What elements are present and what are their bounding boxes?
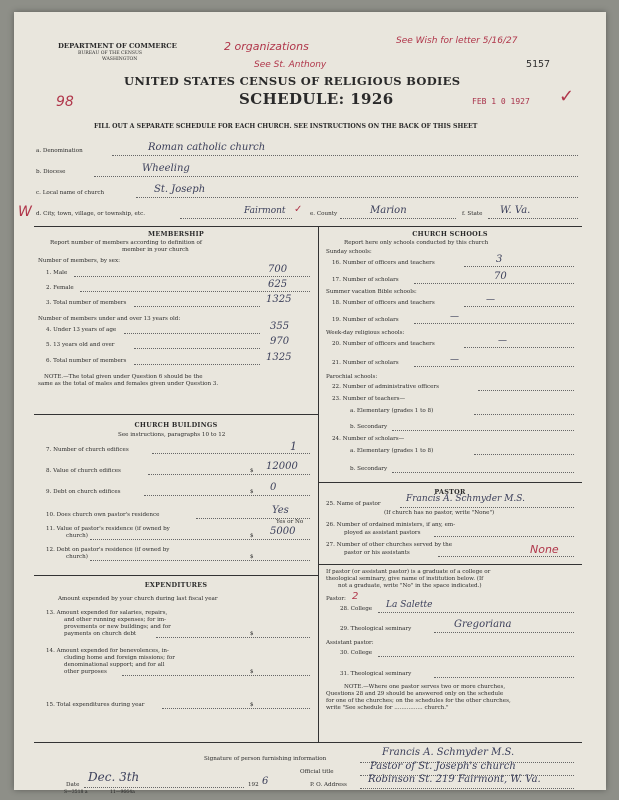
- q11-label-1: 11. Value of pastor's residence (if owned by: [46, 526, 170, 532]
- pastor-mark-icon: 2: [352, 591, 359, 602]
- q16-value: 3: [496, 254, 503, 265]
- q27-label-1: 27. Number of other churches served by the: [326, 542, 453, 548]
- bottom-rule: [34, 742, 582, 743]
- membership-note-1: NOTE.—The total given under Question 6 should be the: [44, 374, 203, 380]
- q2-label: 2. Female: [46, 285, 74, 291]
- q29-label: 29. Theological seminary: [340, 626, 412, 632]
- page-mark: 98: [56, 94, 74, 110]
- q13-label-2: and other running expenses; for im-: [64, 617, 167, 623]
- q8-value: 12000: [266, 461, 298, 472]
- year-suffix: 6: [262, 776, 269, 787]
- q1-value: 700: [268, 264, 288, 275]
- q9-dollar: $: [250, 489, 254, 495]
- college-note-1: If pastor (or assistant pastor) is a graduate of a college or: [326, 569, 491, 575]
- top-note-organizations: 2 organizations: [224, 40, 309, 53]
- q28-value: La Salette: [386, 600, 433, 610]
- college-note-3: not a graduate, write "No" in the space indicated.): [338, 583, 482, 589]
- q21-label: 21. Number of scholars: [332, 360, 399, 366]
- church-name-line: [136, 197, 578, 198]
- q10-hint: Yes or No: [276, 519, 304, 525]
- buildings-rule: [34, 414, 318, 415]
- q19-value: —: [450, 312, 459, 322]
- college-rule: [318, 564, 582, 565]
- date-value: Dec. 3th: [88, 770, 140, 784]
- denomination-label: a. Denomination: [36, 148, 83, 154]
- official-title-value: Pastor of St. Joseph's church: [370, 761, 516, 772]
- center-rule: [318, 226, 319, 742]
- margin-mark: W: [18, 204, 32, 220]
- q7-line: [152, 453, 310, 454]
- q27-label-2: pastor or his assistants: [344, 550, 410, 556]
- q9-line: [144, 495, 310, 496]
- age-heading: Number of members under and over 13 years old:: [38, 316, 181, 322]
- q23-label: 23. Number of teachers—: [332, 396, 406, 402]
- po-address-line: [360, 788, 574, 789]
- q4-label: 4. Under 13 years of age: [46, 327, 117, 333]
- q30-line: [378, 656, 574, 657]
- q8-label: 8. Value of church edifices: [46, 468, 121, 474]
- q11-line: [90, 539, 310, 540]
- diocese-label: b. Diocese: [36, 169, 66, 175]
- date-label: Date: [66, 782, 80, 788]
- buildings-intro: See instructions, paragraphs 10 to 12: [118, 432, 226, 438]
- pastor-note-1: NOTE.—Where one pastor serves two or more churches,: [344, 684, 506, 690]
- city-check-icon: ✓: [294, 204, 303, 215]
- church-name-label: c. Local name of church: [36, 190, 105, 196]
- q11-dollar: $: [250, 533, 254, 539]
- q1-line: [74, 276, 310, 277]
- q12-label-1: 12. Debt on pastor's residence (if owned by: [46, 547, 170, 553]
- sunday-schools-heading: Sunday schools:: [326, 249, 372, 255]
- q13-dollar: $: [250, 631, 254, 637]
- q11-value: 5000: [270, 526, 296, 537]
- schedule-title: SCHEDULE: 1926: [239, 90, 394, 108]
- q7-value: 1: [290, 440, 297, 453]
- q23a-line: [474, 414, 574, 415]
- q18-value: —: [486, 295, 495, 305]
- diocese-line: [94, 176, 578, 177]
- members-by-sex-heading: Number of members, by sex:: [38, 258, 121, 264]
- q29-value: Gregoriana: [454, 619, 512, 630]
- q18-label: 18. Number of officers and teachers: [332, 300, 435, 306]
- document-title: UNITED STATES CENSUS OF RELIGIOUS BODIES: [124, 74, 461, 88]
- q25-hint: (If church has no pastor, write "None"): [384, 510, 495, 516]
- q14-line: [122, 675, 310, 676]
- membership-title: MEMBERSHIP: [147, 230, 205, 238]
- q20-line: [464, 347, 574, 348]
- q10-label: 10. Does church own pastor's residence: [46, 512, 160, 518]
- q26-line: [434, 536, 574, 537]
- q23a-label: a. Elementary (grades 1 to 8): [350, 408, 434, 414]
- q6-line: [134, 364, 260, 365]
- year-prefix: 192: [248, 782, 259, 788]
- q18-line: [464, 306, 574, 307]
- q4-value: 355: [270, 321, 290, 332]
- q13-label-1: 13. Amount expended for salaries, repairs,: [46, 610, 168, 616]
- q14-label-2: cluding home and foreign missions; for: [64, 655, 175, 661]
- q14-label-1: 14. Amount expended for benevolences, in-: [46, 648, 169, 654]
- q26-label-1: 26. Number of ordained ministers, if any, em-: [326, 522, 456, 528]
- county-line: [340, 218, 456, 219]
- county-label: e. County: [310, 211, 338, 217]
- q21-line: [414, 366, 574, 367]
- q22-label: 22. Number of administrative officers: [332, 384, 439, 390]
- q16-label: 16. Number of officers and teachers: [332, 260, 435, 266]
- q17-line: [414, 283, 574, 284]
- q24b-label: b. Secondary: [350, 466, 388, 472]
- expenditures-rule: [34, 575, 318, 576]
- department-name: DEPARTMENT OF COMMERCE: [58, 42, 177, 50]
- q24a-line: [474, 454, 574, 455]
- q8-dollar: $: [250, 468, 254, 474]
- q29-line: [434, 632, 574, 633]
- q27-line: [438, 556, 574, 557]
- q14-dollar: $: [250, 669, 254, 675]
- q9-label: 9. Debt on church edifices: [46, 489, 121, 495]
- bureau-name: BUREAU OF THE CENSUS: [78, 51, 143, 56]
- q2-line: [80, 291, 310, 292]
- q3-label: 3. Total number of members: [46, 300, 127, 306]
- city-label: d. City, town, village, or township, etc.: [36, 211, 145, 217]
- q6-label: 6. Total number of members: [46, 358, 127, 364]
- official-title-label: Official title: [300, 769, 334, 775]
- q17-value: 70: [494, 271, 507, 282]
- q3-value: 1325: [266, 294, 292, 305]
- top-note-see: See St. Anthony: [254, 60, 327, 70]
- church-name-value: St. Joseph: [154, 184, 206, 195]
- q15-dollar: $: [250, 702, 254, 708]
- state-value: W. Va.: [500, 205, 531, 216]
- q28-label: 28. College: [340, 606, 373, 612]
- q25-label: 25. Name of pastor: [326, 501, 381, 507]
- pastor-title: PASTOR: [434, 488, 466, 496]
- q30-label: 30. College: [340, 650, 373, 656]
- parochial-schools-heading: Parochial schools:: [326, 374, 378, 380]
- q5-value: 970: [270, 336, 290, 347]
- diocese-value: Wheeling: [142, 163, 190, 174]
- q31-line: [434, 677, 574, 678]
- q3-line: [134, 306, 260, 307]
- received-date-stamp: FEB 1 0 1927: [472, 97, 530, 106]
- po-address-label: P. O. Address: [310, 782, 347, 788]
- q12-line: [90, 560, 310, 561]
- signature-value: Francis A. Schmyder M.S.: [382, 747, 515, 758]
- schedule-number: 5157: [526, 59, 551, 70]
- membership-note-2: same as the total of males and females given under Question 3.: [38, 381, 219, 387]
- signature-label: Signature of person furnishing information: [204, 756, 327, 762]
- q21-value: —: [450, 355, 459, 365]
- q14-label-3: denominational support; and for all: [64, 662, 165, 668]
- assistant-sublabel: Assistant pastor:: [326, 640, 374, 646]
- check-mark-icon: ✓: [559, 86, 575, 107]
- q12-dollar: $: [250, 554, 254, 560]
- bureau-city: WASHINGTON: [102, 57, 138, 62]
- buildings-title: CHURCH BUILDINGS: [134, 421, 218, 429]
- county-value: Marion: [370, 205, 407, 216]
- pastor-rule: [318, 482, 582, 483]
- q13-line: [156, 637, 310, 638]
- expenditures-title: EXPENDITURES: [144, 581, 208, 589]
- census-schedule-sheet: [14, 12, 606, 790]
- top-note-letter: See Wish for letter 5/16/27: [396, 36, 518, 46]
- city-value: Fairmont: [244, 206, 286, 216]
- q19-label: 19. Number of scholars: [332, 317, 399, 323]
- denomination-line: [112, 155, 578, 156]
- q12-label-2: church): [66, 554, 88, 560]
- q31-label: 31. Theological seminary: [340, 671, 412, 677]
- q5-line: [134, 348, 260, 349]
- pastor-note-4: write "See schedule for ................ church.": [326, 705, 449, 711]
- print-number: 11—9664a: [110, 790, 135, 795]
- city-line: [180, 218, 292, 219]
- q2-value: 625: [268, 279, 288, 290]
- q25-value: Francis A. Schmyder M.S.: [406, 494, 525, 504]
- q24b-line: [392, 472, 574, 473]
- q1-label: 1. Male: [46, 270, 68, 276]
- q10-value: Yes: [272, 505, 289, 516]
- q7-label: 7. Number of church edifices: [46, 447, 129, 453]
- weekday-schools-heading: Week-day religious schools:: [326, 330, 405, 336]
- q8-line: [148, 474, 310, 475]
- vacation-schools-heading: Summer vacation Bible schools:: [326, 289, 417, 295]
- q20-value: —: [498, 336, 507, 346]
- q27-value: None: [530, 543, 559, 556]
- schools-intro: Report here only schools conducted by this church: [344, 240, 489, 246]
- po-address-value: Robinson St. 219 Fairmont, W. Va.: [368, 774, 541, 785]
- form-number: S—3518 a: [64, 790, 88, 795]
- q13-label-4: payments on church debt: [64, 631, 137, 637]
- q17-label: 17. Number of scholars: [332, 277, 399, 283]
- q9-value: 0: [270, 482, 277, 493]
- q14-label-4: other purposes: [64, 669, 107, 675]
- q25-line: [400, 507, 574, 508]
- q5-label: 5. 13 years old and over: [46, 342, 115, 348]
- q26-label-2: ployed as assistant pastors: [344, 530, 421, 536]
- q22-line: [478, 390, 574, 391]
- pastor-sublabel: Pastor:: [326, 596, 346, 602]
- q24a-label: a. Elementary (grades 1 to 8): [350, 448, 434, 454]
- q15-line: [162, 708, 310, 709]
- date-line: [84, 787, 244, 788]
- pastor-note-2: Questions 28 and 29 should be answered only on the schedule: [326, 691, 504, 697]
- q20-label: 20. Number of officers and teachers: [332, 341, 435, 347]
- q6-value: 1325: [266, 352, 292, 363]
- membership-intro-2: member in your church: [122, 247, 189, 253]
- state-label: f. State: [462, 211, 483, 217]
- q15-label: 15. Total expenditures during year: [46, 702, 145, 708]
- q23b-line: [392, 430, 574, 431]
- expenditures-intro: Amount expended by your church during last fiscal year: [58, 596, 218, 602]
- q11-label-2: church): [66, 533, 88, 539]
- schools-title: CHURCH SCHOOLS: [412, 230, 488, 238]
- q4-line: [124, 333, 260, 334]
- membership-intro-1: Report number of members according to definition of: [50, 240, 202, 246]
- q13-label-3: provements or new buildings; and for: [64, 624, 171, 630]
- college-note-2: theological seminary, give name of institution below. (If: [326, 576, 484, 582]
- q28-line: [378, 612, 574, 613]
- denomination-value: Roman catholic church: [148, 142, 266, 153]
- instructions-line: FILL OUT A SEPARATE SCHEDULE FOR EACH CHURCH. SEE INSTRUCTIONS ON THE BACK OF THIS SHEET: [94, 123, 478, 130]
- q24-label: 24. Number of scholars—: [332, 436, 405, 442]
- q19-line: [414, 323, 574, 324]
- q16-line: [464, 266, 574, 267]
- pastor-note-3: for one of the churches; on the schedules for the other churches,: [326, 698, 511, 704]
- state-line: [488, 218, 578, 219]
- top-rule: [34, 226, 582, 227]
- q23b-label: b. Secondary: [350, 424, 388, 430]
